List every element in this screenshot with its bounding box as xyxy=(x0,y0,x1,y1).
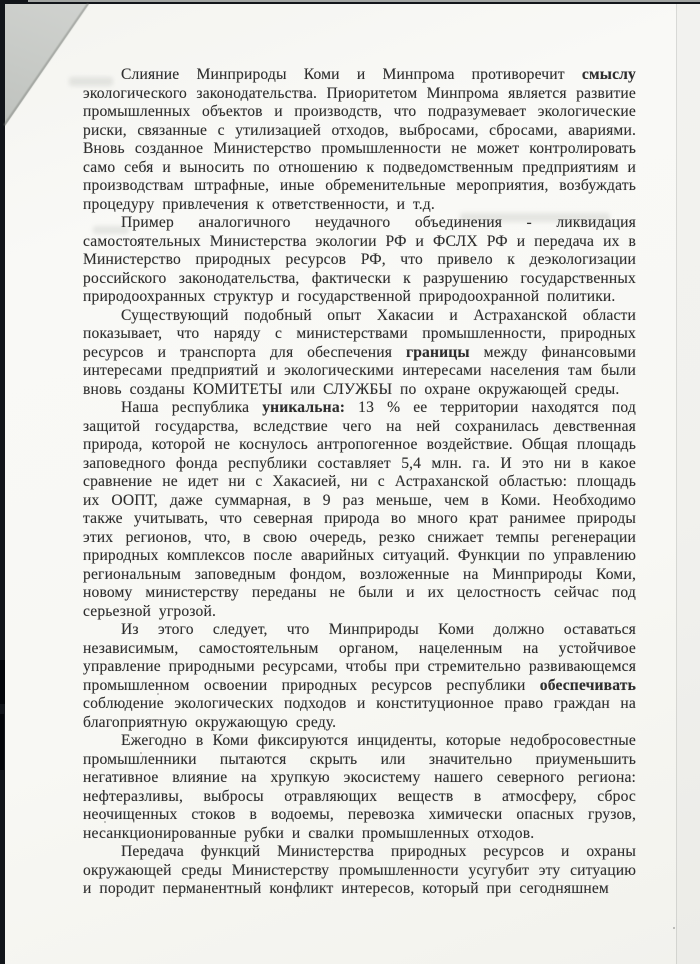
scan-left-edge-blob xyxy=(0,660,5,704)
bold-text-run: уникальна: xyxy=(262,399,346,416)
text-run: Из этого следует, что Минприроды Коми должно оставаться независимым, самостоятельным органом, нацеленным на устойчивое управление природными ресурсами, чтобы при стремительно развивающемся промышленном освоении природных ресурсов республики xyxy=(83,621,637,694)
bold-text-run: смыслу xyxy=(581,66,636,83)
text-run: Ежегодно в Коми фиксируются инциденты, которые недобросовестные промышленники пытаются скрыть или значительно приуменьшить негативное влияние на хрупкую экосистему нашего северного региона: нефтеразливы, выбросы отравляющих веществ в атмосферу, сброс неочищенных стоков в водоемы, перевозка химически опасных грузов, несанкционированные рубки и свалки промышленных отходов. xyxy=(83,732,636,842)
text-run: экологического законодательства. Приоритетом Минпрома является развитие промышленных объектов и производств, что подразумевает экологические риски, связанные с утилизацией отходов, выбросами, сбросами, авариями. Вновь созданное Министерство промышленности не может контролировать само себя и выносить по отношению к подведомственным предприятиям и производствам штрафные, иные обременительные мероприятия, возбуждать процедуру привлечения к ответственности, и т.д. xyxy=(83,84,636,213)
text-run: соблюдение экологических подходов и конституционное право граждан на благоприятную окружающую среду. xyxy=(83,695,636,731)
paragraph-3 xyxy=(83,307,636,400)
text-run: Наша республика xyxy=(121,399,263,416)
text-run: между финансовыми интересами предприятий и экологическими интересами населения там были вновь созданы КОМИТЕТЫ или СЛУЖБЫ по охране окружающей среды. xyxy=(83,343,636,398)
bold-text-run: границы xyxy=(405,343,470,361)
bold-text-run: обеспечивать xyxy=(539,676,636,694)
dust-speck xyxy=(673,927,675,929)
text-run: Пример аналогичного неудачного объединения - ликвидация самостоятельных Министерства экологии РФ и ФСЛХ РФ и передача их в Министерство природных ресурсов РФ, что привело к деэкологизации российского законодательства, фактически к разрушению государственных природоохранных структур и государственной природоохранной политики. xyxy=(83,214,636,305)
paragraph-6 xyxy=(83,732,636,843)
paragraph-2 xyxy=(83,214,636,307)
paragraph-5 xyxy=(83,621,636,732)
paragraph-7 xyxy=(83,843,636,899)
paper-crease-shade xyxy=(677,4,700,964)
text-run: 13 % ее территории находятся под защитой государства, вследствие чего на ней сохранилась девственная природа, которой не коснулось антропогенное воздействие. Общая площадь заповедного фонда республики составляет 5,4 млн. га. И это ни в какое сравнение не идет ни с Хакасией, ни с Астраханской областью: площадь их ООПТ, даже суммарная, в 9 раз меньше, чем в Коми. Необходимо также учитывать, что северная природа во много крат ранимее природы этих регионов, что, в свою очередь, резко снижает темпы регенерации природных комплексов после аварийных ситуаций. Функции по управлению региональным заповедным фондом, возложенные на Минприроды Коми, новому министерству переданы не были и их целостность сейчас под серьезной угрозой. xyxy=(83,399,636,620)
text-run: Слияние Минприроды Коми и Минпрома противоречит xyxy=(121,66,582,83)
paragraph-4 xyxy=(83,399,636,621)
folded-corner-backing xyxy=(5,4,89,126)
text-run: Существующий подобный опыт Хакасии и Астраханской области показывает, что наряду с министерствами промышленности, природных ресурсов и транспорта для обеспечения xyxy=(83,306,636,361)
scan-left-edge-blob xyxy=(0,714,4,770)
document-body xyxy=(83,66,636,899)
scan-top-edge-sliver xyxy=(28,0,700,2)
paragraph-1 xyxy=(83,66,636,214)
text-run: Передача функций Министерства природных ресурсов и охраны окружающей среды Министерству промышленности усугубит эту ситуацию и породит перманентный конфликт интересов, который при сегодняшнем xyxy=(83,843,636,897)
